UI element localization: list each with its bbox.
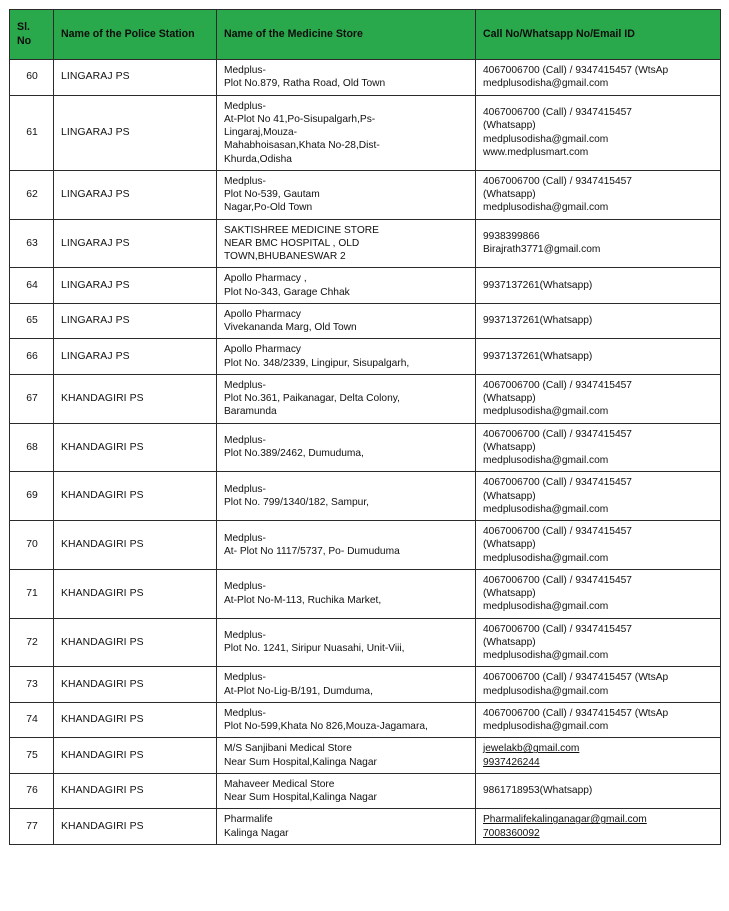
store-line: Khurda,Odisha xyxy=(224,153,292,165)
contact-line: 4067006700 (Call) / 9347415457 xyxy=(483,526,632,537)
contact-line: 4067006700 (Call) / 9347415457 xyxy=(483,428,632,440)
contact-line: medplusodisha@gmail.com xyxy=(483,685,609,697)
cell-sl-no: 65 xyxy=(10,303,54,339)
cell-sl-no: 64 xyxy=(10,268,54,304)
store-line: Plot No. 799/1340/182, Sampur, xyxy=(224,497,369,509)
store-line: At-Plot No-M-113, Ruchika Market, xyxy=(224,594,382,606)
cell-police-station: LINGARAJ PS xyxy=(54,339,217,375)
cell-medicine-store xyxy=(217,374,476,423)
cell-police-station: KHANDAGIRI PS xyxy=(54,374,217,423)
cell-sl-no: 73 xyxy=(10,667,54,703)
table-row xyxy=(10,60,721,96)
cell-police-station: KHANDAGIRI PS xyxy=(54,702,217,738)
store-line: Nagar,Po-Old Town xyxy=(224,202,313,214)
cell-medicine-store xyxy=(217,423,476,472)
cell-police-station: KHANDAGIRI PS xyxy=(54,773,217,809)
cell-contact xyxy=(476,170,721,219)
contact-line: medplusodisha@gmail.com xyxy=(483,202,609,214)
store-line: Plot No-599,Khata No 826,Mouza-Jagamara, xyxy=(224,721,428,732)
cell-medicine-store xyxy=(217,809,476,845)
cell-medicine-store xyxy=(217,521,476,570)
store-line: Near Sum Hospital,Kalinga Nagar xyxy=(224,756,377,768)
cell-contact xyxy=(476,667,721,703)
store-line: Medplus- xyxy=(224,707,266,719)
cell-sl-no: 60 xyxy=(10,60,54,96)
cell-sl-no: 68 xyxy=(10,423,54,472)
store-line: Medplus- xyxy=(224,175,266,187)
contact-line: 9937137261(Whatsapp) xyxy=(483,279,593,291)
store-line: Medplus- xyxy=(224,100,266,112)
contact-line: 9937137261(Whatsapp) xyxy=(483,315,593,327)
cell-police-station: KHANDAGIRI PS xyxy=(54,521,217,570)
cell-sl-no: 69 xyxy=(10,472,54,521)
police-station-medicine-store-table xyxy=(9,9,721,845)
contact-line: 4067006700 (Call) / 9347415457 xyxy=(483,574,632,586)
cell-medicine-store xyxy=(217,569,476,618)
cell-contact xyxy=(476,472,721,521)
contact-line: 4067006700 (Call) / 9347415457 xyxy=(483,379,632,391)
cell-police-station: KHANDAGIRI PS xyxy=(54,618,217,667)
store-line: Near Sum Hospital,Kalinga Nagar xyxy=(224,792,377,803)
column-header-sl-no-line1: Sl. xyxy=(17,21,30,34)
table-row xyxy=(10,303,721,339)
store-line: Plot No.389/2462, Dumuduma, xyxy=(224,448,364,460)
store-line: Mahabhoisasan,Khata No-28,Dist- xyxy=(224,140,380,152)
store-line: Apollo Pharmacy xyxy=(224,344,302,356)
contact-line: www.medplusmart.com xyxy=(483,146,589,158)
store-line: Mahaveer Medical Store xyxy=(224,778,335,790)
table-row xyxy=(10,472,721,521)
cell-medicine-store xyxy=(217,339,476,375)
contact-line: medplusodisha@gmail.com xyxy=(483,650,609,661)
contact-line: 4067006700 (Call) / 9347415457 xyxy=(483,175,632,187)
cell-police-station: LINGARAJ PS xyxy=(54,60,217,96)
cell-police-station: KHANDAGIRI PS xyxy=(54,738,217,774)
store-line: Vivekananda Marg, Old Town xyxy=(224,322,357,333)
cell-sl-no: 74 xyxy=(10,702,54,738)
cell-medicine-store xyxy=(217,170,476,219)
cell-police-station: LINGARAJ PS xyxy=(54,170,217,219)
cell-police-station: KHANDAGIRI PS xyxy=(54,667,217,703)
store-line: At- Plot No 1117/5737, Po- Dumuduma xyxy=(224,545,400,557)
cell-medicine-store xyxy=(217,667,476,703)
contact-line: (Whatsapp) xyxy=(483,539,536,551)
cell-sl-no: 66 xyxy=(10,339,54,375)
contact-line: 4067006700 (Call) / 9347415457 xyxy=(483,477,632,489)
cell-medicine-store xyxy=(217,472,476,521)
table-row xyxy=(10,667,721,703)
contact-line: medplusodisha@gmail.com xyxy=(483,455,609,466)
contact-link[interactable]: jewelakb@gmail.com xyxy=(483,743,580,755)
cell-medicine-store xyxy=(217,303,476,339)
cell-contact xyxy=(476,219,721,268)
table-header xyxy=(10,10,721,60)
store-line: Plot No. 1241, Siripur Nuasahi, Unit-Viii, xyxy=(224,643,405,655)
store-line: NEAR BMC HOSPITAL , OLD xyxy=(224,237,360,249)
store-line: At-Plot No 41,Po-Sisupalgarh,Ps- xyxy=(224,113,376,125)
table-row xyxy=(10,170,721,219)
table-row xyxy=(10,618,721,667)
store-line: TOWN,BHUBANESWAR 2 xyxy=(224,251,346,262)
store-line: Medplus- xyxy=(224,581,266,593)
table-header-row xyxy=(10,10,721,60)
store-line: Baramunda xyxy=(224,406,277,418)
store-line: Plot No. 348/2339, Lingipur, Sisupalgarh, xyxy=(224,357,410,369)
contact-line: (Whatsapp) xyxy=(483,636,536,648)
contact-line: medplusodisha@gmail.com xyxy=(483,503,609,515)
cell-police-station: LINGARAJ PS xyxy=(54,303,217,339)
store-line: M/S Sanjibani Medical Store xyxy=(224,743,352,755)
cell-medicine-store xyxy=(217,219,476,268)
contact-line: 9861718953(Whatsapp) xyxy=(483,785,593,797)
contact-link[interactable]: Pharmalifekalinganagar@gmail.com xyxy=(483,814,647,826)
cell-police-station: KHANDAGIRI PS xyxy=(54,423,217,472)
store-line: Medplus- xyxy=(224,672,266,684)
contact-line: 4067006700 (Call) / 9347415457 (WtsAp xyxy=(483,672,669,684)
cell-contact xyxy=(476,738,721,774)
cell-medicine-store xyxy=(217,618,476,667)
contact-line: (Whatsapp) xyxy=(483,120,536,132)
column-header-police-station: Name of the Police Station xyxy=(54,10,217,60)
cell-medicine-store xyxy=(217,60,476,96)
contact-line: medplusodisha@gmail.com xyxy=(483,721,609,732)
cell-contact xyxy=(476,521,721,570)
cell-sl-no: 76 xyxy=(10,773,54,809)
cell-medicine-store xyxy=(217,738,476,774)
contact-line: 9937137261(Whatsapp) xyxy=(483,350,593,362)
table-row xyxy=(10,521,721,570)
contact-line: medplusodisha@gmail.com xyxy=(483,601,609,613)
store-line: Pharmalife xyxy=(224,814,273,826)
table-row xyxy=(10,702,721,738)
contact-line: 4067006700 (Call) / 9347415457 xyxy=(483,107,632,119)
contact-line: 9938399866 xyxy=(483,231,540,243)
contact-line: (Whatsapp) xyxy=(483,490,536,502)
contact-line: medplusodisha@gmail.com xyxy=(483,133,609,145)
cell-contact xyxy=(476,268,721,304)
table-row xyxy=(10,95,721,170)
column-header-medicine-store: Name of the Medicine Store xyxy=(217,10,476,60)
store-line: SAKTISHREE MEDICINE STORE xyxy=(224,224,379,236)
table-row xyxy=(10,219,721,268)
cell-police-station: KHANDAGIRI PS xyxy=(54,472,217,521)
cell-contact xyxy=(476,339,721,375)
cell-police-station: LINGARAJ PS xyxy=(54,219,217,268)
table-row xyxy=(10,339,721,375)
contact-line: Birajrath3771@gmail.com xyxy=(483,244,601,256)
store-line: Medplus- xyxy=(224,379,266,391)
column-header-sl-no-line2: No xyxy=(17,34,32,47)
table-row xyxy=(10,374,721,423)
column-header-sl-no xyxy=(10,10,54,60)
cell-contact xyxy=(476,303,721,339)
cell-sl-no: 77 xyxy=(10,809,54,845)
cell-police-station: KHANDAGIRI PS xyxy=(54,569,217,618)
cell-medicine-store xyxy=(217,702,476,738)
cell-contact xyxy=(476,95,721,170)
table-body xyxy=(10,60,721,845)
cell-police-station: LINGARAJ PS xyxy=(54,95,217,170)
cell-contact xyxy=(476,773,721,809)
store-line: Kalinga Nagar xyxy=(224,827,289,839)
cell-sl-no: 62 xyxy=(10,170,54,219)
cell-contact xyxy=(476,374,721,423)
table-row xyxy=(10,268,721,304)
cell-contact xyxy=(476,569,721,618)
table-row xyxy=(10,773,721,809)
cell-sl-no: 61 xyxy=(10,95,54,170)
cell-sl-no: 72 xyxy=(10,618,54,667)
contact-line: 4067006700 (Call) / 9347415457 xyxy=(483,623,632,635)
store-line: Medplus- xyxy=(224,435,266,447)
store-line: At-Plot No-Lig-B/191, Dumduma, xyxy=(224,685,373,697)
cell-contact xyxy=(476,423,721,472)
store-line: Apollo Pharmacy xyxy=(224,308,302,320)
cell-contact xyxy=(476,618,721,667)
contact-line: (Whatsapp) xyxy=(483,189,536,200)
cell-sl-no: 71 xyxy=(10,569,54,618)
contact-line: 4067006700 (Call) / 9347415457 (WtsAp xyxy=(483,707,669,719)
store-line: Medplus- xyxy=(224,532,266,544)
contact-link[interactable]: 7008360092 xyxy=(483,827,540,839)
cell-contact xyxy=(476,809,721,845)
store-line: Medplus- xyxy=(224,630,266,642)
cell-police-station: LINGARAJ PS xyxy=(54,268,217,304)
contact-link[interactable]: 9937426244 xyxy=(483,756,540,768)
cell-sl-no: 75 xyxy=(10,738,54,774)
contact-line: (Whatsapp) xyxy=(483,588,536,599)
contact-line: medplusodisha@gmail.com xyxy=(483,552,609,564)
contact-line: (Whatsapp) xyxy=(483,441,536,453)
store-line: Lingaraj,Mouza- xyxy=(224,127,298,138)
contact-line: medplusodisha@gmail.com xyxy=(483,78,609,90)
store-line: Plot No.879, Ratha Road, Old Town xyxy=(224,78,386,90)
store-line: Medplus- xyxy=(224,65,266,76)
cell-medicine-store xyxy=(217,268,476,304)
column-header-contact: Call No/Whatsapp No/Email ID xyxy=(476,10,721,60)
cell-sl-no: 67 xyxy=(10,374,54,423)
cell-contact xyxy=(476,60,721,96)
table-row xyxy=(10,569,721,618)
cell-police-station: KHANDAGIRI PS xyxy=(54,809,217,845)
table-row xyxy=(10,423,721,472)
contact-line: 4067006700 (Call) / 9347415457 (WtsAp xyxy=(483,65,669,76)
contact-line: (Whatsapp) xyxy=(483,393,536,404)
cell-medicine-store xyxy=(217,773,476,809)
store-line: Plot No-539, Gautam xyxy=(224,189,320,200)
table-row xyxy=(10,738,721,774)
cell-contact xyxy=(476,702,721,738)
store-line: Plot No-343, Garage Chhak xyxy=(224,286,350,298)
store-line: Plot No.361, Paikanagar, Delta Colony, xyxy=(224,393,400,404)
store-line: Apollo Pharmacy , xyxy=(224,273,307,285)
store-line: Medplus- xyxy=(224,483,266,495)
cell-sl-no: 70 xyxy=(10,521,54,570)
contact-line: medplusodisha@gmail.com xyxy=(483,406,609,418)
cell-sl-no: 63 xyxy=(10,219,54,268)
table-row xyxy=(10,809,721,845)
cell-medicine-store xyxy=(217,95,476,170)
